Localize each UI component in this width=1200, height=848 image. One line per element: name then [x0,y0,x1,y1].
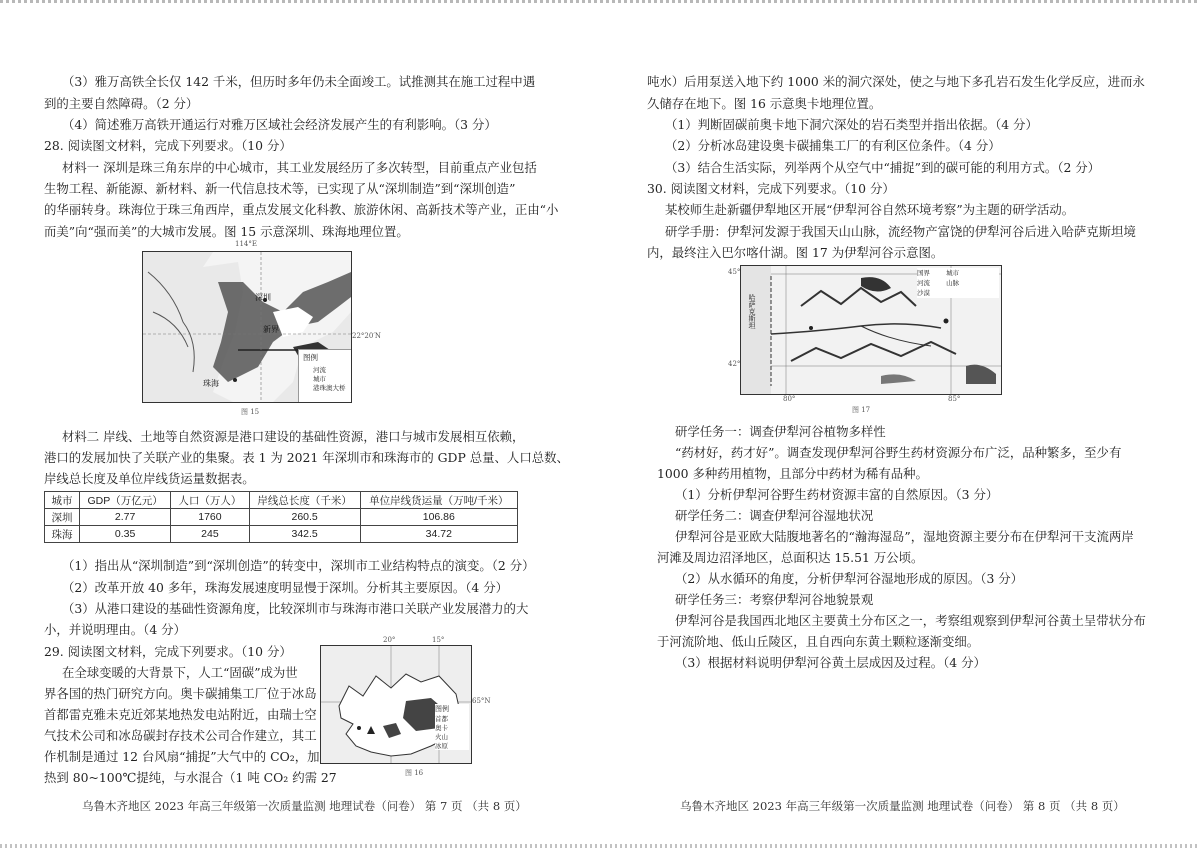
figure-17-map [740,265,1002,395]
fig16-lat: 65°N [472,697,491,705]
text-line: 作机制是通过 12 台风扇“捕捉”大气中的 CO₂，加 [44,749,320,764]
task-1-title: 研学任务一：调查伊犁河谷植物多样性 [675,424,886,439]
text-line: 研学手册：伊犁河发源于我国天山山脉，流经物产富饶的伊犁河谷后进入哈萨克斯坦境 [665,224,1136,239]
task-3-title: 研学任务三：考察伊犁河谷地貌景观 [675,592,874,607]
text-line: 河滩及周边沼泽地区，总面积达 15.51 万公顷。 [657,550,924,565]
text-line: 1000 多种药用植物，且部分中药材为稀有品种。 [657,466,928,481]
text-line: 到的主要自然障碍。（2 分） [44,96,199,111]
text-line: 小，并说明理由。（4 分） [44,622,186,637]
text-line: 港口的发展加快了关联产业的集聚。表 1 为 2021 年深圳市和珠海市的 GDP 总量、人口总数、 [44,450,569,465]
text-line: 内，最终注入巴尔喀什湖。图 17 为伊犁河谷示意图。 [647,245,944,260]
fig15-legend [298,349,351,402]
text-line: 气技术公司和冰岛碳封存技术公司合作建立，其工 [44,728,317,743]
question-28-title: 28. 阅读图文材料，完成下列要求。（10 分） [44,138,292,153]
text-line: 材料二 岸线、土地等自然资源是港口建设的基础性资源，港口与城市发展相互依赖， [62,429,525,444]
text-line: （1）判断固碳前奥卡地下洞穴深处的岩石类型并指出依据。（4 分） [665,117,1038,132]
table-cell: 2.77 [80,509,171,526]
text-line: （1）分析伊犁河谷野生药材资源丰富的自然原因。（3 分） [675,487,999,502]
text-line: （2）从水循环的角度，分析伊犁河谷湿地形成的原因。（3 分） [675,571,1024,586]
fig16-lon1: 20° [383,636,396,644]
text-line: 热到 80~100℃提纯，与水混合（1 吨 CO₂ 约需 27 [44,770,337,785]
table-header: 城市 [45,492,80,509]
fig17-lon80: 80° [783,395,796,403]
text-line: 伊犁河谷是亚欧大陆腹地著名的“瀚海湿岛”，湿地资源主要分布在伊犁河干支流两岸 [675,529,1134,544]
fig15-lat-label: 22°20′N [352,332,382,340]
question-30-title: 30. 阅读图文材料，完成下列要求。（10 分） [647,181,895,196]
question-29-title: 29. 阅读图文材料，完成下列要求。（10 分） [44,644,292,659]
table-cell: 106.86 [360,509,517,526]
text-line: 生物工程、新能源、新材料、新一代信息技术等，已实现了从“深圳制造”到“深圳创造” [44,181,516,196]
table-row [45,526,518,543]
legend-bridge: 港珠澳大桥 [313,384,346,392]
fig16-lon2: 15° [432,636,445,644]
task-2-title: 研学任务二：调查伊犁河谷湿地状况 [675,508,874,523]
table-cell: 245 [171,526,249,543]
figure-15-map [142,251,352,403]
text-line: 某校师生赴新疆伊犁地区开展“伊犁河谷自然环境考察”为主题的研学活动。 [665,202,1075,217]
table-1 [44,491,518,543]
table-row [45,509,518,526]
text-line: 材料一 深圳是珠三角东岸的中心城市，其工业发展经历了多次转型，目前重点产业包括 [62,160,537,175]
table-header: GDP（万亿元） [80,492,171,509]
fig17-lat42: 42° [728,360,741,368]
text-line: （3）根据材料说明伊犁河谷黄土层成因及过程。（4 分） [675,655,986,670]
table-header: 岸线总长度（千米） [249,492,360,509]
fig15-caption: 图 15 [241,408,260,416]
text-line: 久储存在地下。图 16 示意奥卡地理位置。 [647,96,882,111]
page-8 [600,0,1200,848]
label-xinjie: 新界 [263,325,279,334]
text-line: （4）简述雅万高铁开通运行对雅万区域社会经济发展产生的有利影响。（3 分） [62,117,497,132]
text-line: 在全球变暖的大背景下，人工“固碳”成为世 [62,665,298,680]
figure-16-map [320,645,472,764]
table-cell: 260.5 [249,509,360,526]
legend-mountain: 山脉 [946,279,960,287]
legend-river: 河流 [313,366,326,374]
legend-title: 图例 [435,705,449,713]
text-line: 吨水）后用泵送入地下约 1000 米的洞穴深处，使之与地下多孔岩石发生化学反应，进而永 [647,74,1145,89]
table-header: 人口（万人） [171,492,249,509]
fig17-legend [917,268,999,298]
table-cell: 34.72 [360,526,517,543]
text-line: 界各国的热门研究方向。奥卡碳捕集工厂位于冰岛 [44,686,317,701]
legend-desert: 沙漠 [917,289,930,297]
fig17-lon85: 85° [948,395,961,403]
table-cell: 0.35 [80,526,171,543]
text-line: 伊犁河谷是我国西北地区主要黄土分布区之一，考察组观察到伊犁河谷黄土呈带状分布 [675,613,1146,628]
fig16-legend [435,704,469,750]
label-shenzhen: 深圳 [255,293,271,302]
fig17-lat45: 45° [728,268,741,276]
legend-city: 城市 [313,375,326,383]
fig16-caption: 图 16 [405,769,424,777]
page-footer: 乌鲁木齐地区 2023 年高三年级第一次质量监测 地理试卷（问卷） 第 8 页 （共 8 页） [680,799,1125,813]
text-line: 而美”向“强而美”的大城市发展。图 15 示意深圳、珠海地理位置。 [44,224,409,239]
fig15-lon-label: 114°E [235,240,257,248]
text-line: 首都雷克雅未克近郊某地热发电站附近，由瑞士空 [44,707,317,722]
text-line: （3）结合生活实际，列举两个从空气中“捕捉”到的碳可能的利用方式。（2 分） [665,160,1101,175]
text-line: （3）从港口建设的基础性资源角度，比较深圳市与珠海市港口关联产业发展潜力的大 [62,601,529,616]
text-line: （3）雅万高铁全长仅 142 千米，但历时多年仍未全面竣工。试推测其在施工过程中遇 [62,74,536,89]
text-line: （2）分析冰岛建设奥卡碳捕集工厂的有利区位条件。（4 分） [665,138,1001,153]
label-kazakhstan: 哈萨克斯坦 [748,294,756,329]
table-cell: 珠海 [45,526,80,543]
legend-city: 城市 [946,269,960,277]
fig17-caption: 图 17 [852,406,871,414]
table-cell: 342.5 [249,526,360,543]
legend-title: 图例 [303,353,318,362]
table-cell: 深圳 [45,509,80,526]
table-header: 单位岸线货运量（万吨/千米） [360,492,517,509]
legend-orca: 奥卡 [435,724,448,732]
legend-river: 河流 [917,279,930,287]
page-footer: 乌鲁木齐地区 2023 年高三年级第一次质量监测 地理试卷（问卷） 第 7 页 （共 8 页） [82,799,527,813]
text-line: （1）指出从“深圳制造”到“深圳创造”的转变中，深圳市工业结构特点的演变。（2 分） [62,558,535,573]
text-line: （2）改革开放 40 多年，珠海发展速度明显慢于深圳。分析其主要原因。（4 分） [62,580,509,595]
text-line: “药材好，药才好”。调查发现伊犁河谷野生药材资源分布广泛，品种繁多，至少有 [675,445,1122,460]
scan-edge-bottom [0,844,1200,848]
legend-ice: 冰原 [435,742,448,750]
text-line: 的华丽转身。珠海位于珠三角西岸，重点发展文化科教、旅游休闲、高新技术等产业，正由“小 [44,202,559,217]
text-line: 岸线总长度及单位岸线货运量数据表。 [44,471,255,486]
label-zhuhai: 珠海 [203,379,219,388]
text-line: 于河流阶地、低山丘陵区，且自西向东黄土颗粒逐渐变细。 [657,634,980,649]
table-header-row [45,492,518,509]
table-cell: 1760 [171,509,249,526]
legend-border: 国界 [917,269,930,277]
legend-capital: 首都 [435,715,448,723]
legend-volcano: 火山 [435,733,448,741]
